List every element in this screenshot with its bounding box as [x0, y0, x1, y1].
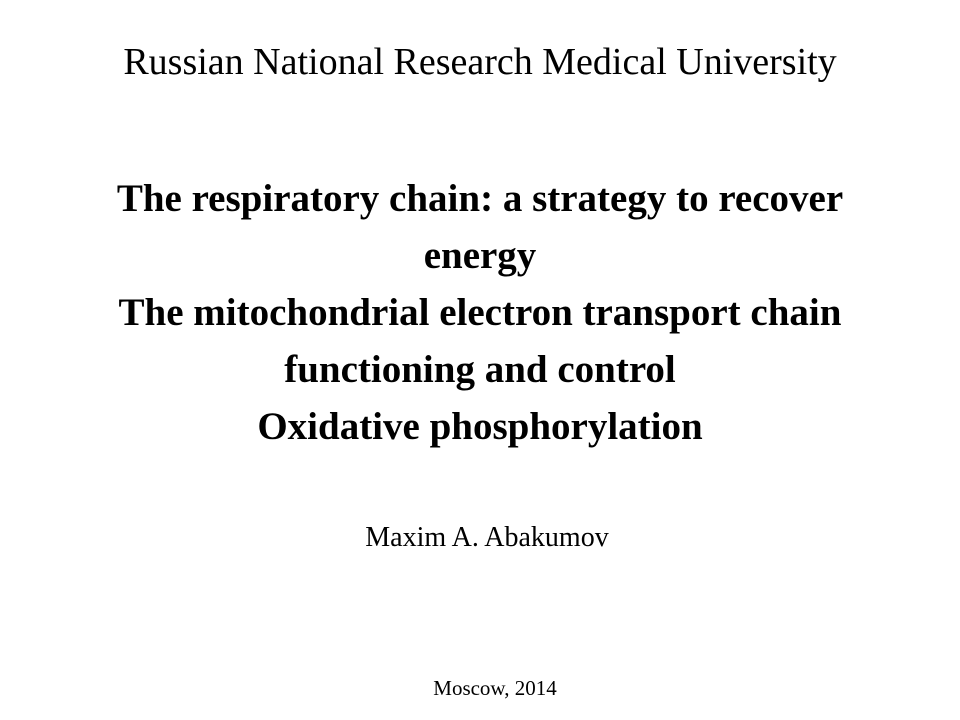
title-line: The mitochondrial electron transport chain — [118, 291, 842, 334]
title-line: energy — [423, 234, 537, 277]
institution-name: Russian National Research Medical University — [123, 41, 837, 83]
slide-title — [0, 170, 960, 455]
title-line: The respiratory chain: a strategy to recover — [116, 177, 844, 220]
author-name: Maxim A. Abakumov — [365, 522, 609, 553]
location-date: Moscow, 2014 — [433, 676, 557, 700]
title-line: Oxidative phosphorylation — [257, 405, 703, 448]
title-line: functioning and control — [284, 348, 676, 391]
